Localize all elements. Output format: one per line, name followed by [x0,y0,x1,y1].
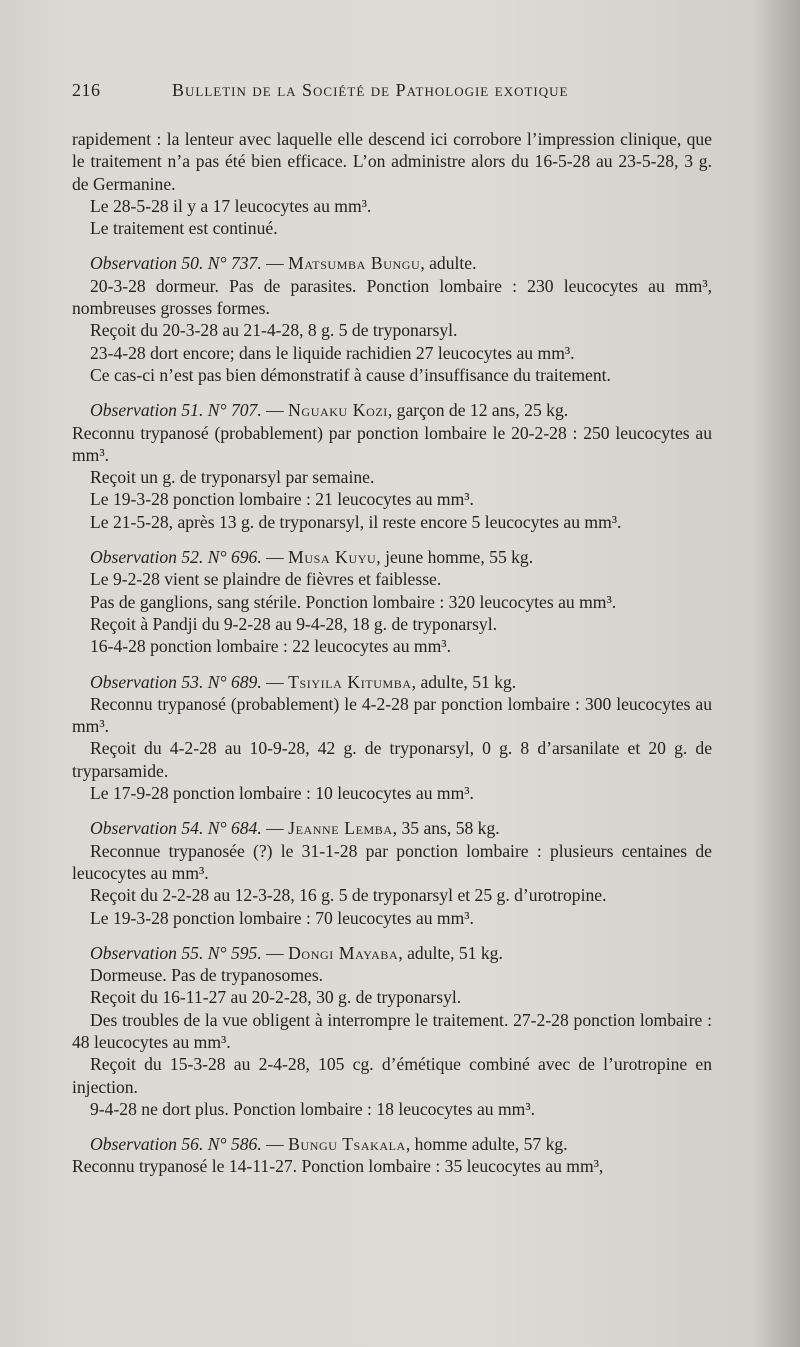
observation-line: 23-4-28 dort encore; dans le liquide rachidien 27 leucocytes au mm³. [90,342,575,363]
observation-line: Le 19-3-28 ponction lombaire : 21 leucocytes au mm³. [90,489,474,510]
observation-line: Le 17-9-28 ponction lombaire : 10 leucocytes au mm³. [90,783,474,804]
observation-54 [72,817,712,928]
observation-title: Observation 55. N° 595. [90,942,262,963]
patient-info: , homme adulte, 57 kg. [405,1134,568,1155]
patient-name: Tsiyila Kitumba [288,671,412,692]
paragraph: Le traitement est continué. [90,218,278,239]
observation-line: Reçoit du 2-2-28 au 12-3-28, 16 g. 5 de tryponarsyl et 25 g. d’urotropine. [90,885,607,906]
observation-line: Reconnu trypanosé (probablement) le 4-2-28 par ponction lombaire : 300 leucocytes au mm³. [72,693,712,737]
observation-title: Observation 53. N° 689. [90,671,262,692]
observation-heading: Observation 56. N° 586. — Bungu Tsakala, homme adulte, 57 kg. [90,1134,568,1155]
running-header [72,80,712,110]
observation-heading: Observation 54. N° 684. — Jeanne Lemba, 35 ans, 58 kg. [90,818,500,839]
page-number: 216 [72,80,101,100]
patient-name: Matsumba Bungu [288,253,421,274]
observation-heading: Observation 51. N° 707. — Nguaku Kozi, garçon de 12 ans, 25 kg. [90,400,569,421]
patient-info: , jeune homme, 55 kg. [376,547,534,568]
observation-line: Reconnu trypanosé le 14-11-27. Ponction lombaire : 35 leucocytes au mm³, [72,1156,604,1177]
observation-51 [72,399,712,533]
observation-title: Observation 52. N° 696. [90,547,262,568]
observation-heading: Observation 52. N° 696. — Musa Kuyu, jeune homme, 55 kg. [90,547,534,568]
patient-name: Nguaku Kozi [288,400,388,421]
journal-title: Bulletin de la Société de Pathologie exotique [172,80,569,100]
observation-line: 16-4-28 ponction lombaire : 22 leucocytes au mm³. [90,636,451,657]
paragraph: rapidement : la lenteur avec laquelle elle descend ici corrobore l’impression clinique, que le traitement n’a pas été bien efficace. L’on administre alors du 16-5-28 au 23-5-28, 3 g. de Germanine. [72,129,712,194]
patient-name: Jeanne Lemba [288,818,393,839]
patient-name: Musa Kuyu [288,547,377,568]
observation-line: Reçoit du 15-3-28 au 2-4-28, 105 cg. d’émétique combiné avec de l’urotropine en injection. [72,1054,712,1097]
patient-name: Dongi Mayaba [288,942,399,963]
observation-line: Dormeuse. Pas de trypanosomes. [90,965,324,986]
paragraph: Le 28-5-28 il y a 17 leucocytes au mm³. [90,195,372,216]
observation-50 [72,252,712,386]
observation-line: Reçoit un g. de tryponarsyl par semaine. [90,467,375,488]
patient-name: Bungu Tsakala [288,1134,406,1155]
observation-line: Des troubles de la vue obligent à interrompre le traitement. 27-2-28 ponction lombaire : 48 leucocytes au mm³. [72,1009,712,1052]
observation-56 [72,1133,712,1178]
observation-line: 9-4-28 ne dort plus. Ponction lombaire : 18 leucocytes au mm³. [90,1098,536,1119]
observation-53 [72,671,712,805]
observation-line: 20-3-28 dormeur. Pas de parasites. Ponction lombaire : 230 leucocytes au mm³, nombreuses grosses formes. [72,275,712,319]
observation-heading: Observation 53. N° 689. — Tsiyila Kitumba, adulte, 51 kg. [90,671,517,692]
observation-title: Observation 56. N° 586. [90,1134,262,1155]
observation-line: Le 9-2-28 vient se plaindre de fièvres et faiblesse. [90,569,442,590]
observation-line: Reçoit à Pandji du 9-2-28 au 9-4-28, 18 g. de tryponarsyl. [90,613,498,634]
observation-line: Reconnu trypanosé (probablement) par ponction lombaire le 20-2-28 : 250 leucocytes au mm³. [72,422,712,465]
observation-heading: Observation 50. N° 737. — Matsumba Bungu, adulte. [90,253,477,274]
observation-heading: Observation 55. N° 595. — Dongi Mayaba, adulte, 51 kg. [90,942,503,963]
observation-title: Observation 54. N° 684. [90,818,262,839]
observation-line: Pas de ganglions, sang stérile. Ponction lombaire : 320 leucocytes au mm³. [90,591,617,612]
patient-info: , garçon de 12 ans, 25 kg. [387,400,569,421]
observation-line: Reçoit du 20-3-28 au 21-4-28, 8 g. 5 de tryponarsyl. [90,320,458,341]
patient-info: , adulte. [420,253,477,274]
patient-info: , adulte, 51 kg. [398,942,503,963]
observation-55 [72,942,712,1120]
body-text [72,128,712,1178]
observation-52 [72,546,712,657]
patient-info: , 35 ans, 58 kg. [392,818,500,839]
observation-line: Le 19-3-28 ponction lombaire : 70 leucocytes au mm³. [90,907,474,928]
observation-title: Observation 50. N° 737. [90,253,262,274]
observation-line: Reconnue trypanosée (?) le 31-1-28 par ponction lombaire : plusieurs centaines de leucocytes au mm³. [72,840,712,883]
observation-line: Reçoit du 4-2-28 au 10-9-28, 42 g. de tryponarsyl, 0 g. 8 d’arsanilate et 20 g. de tryparsamide. [72,738,712,781]
patient-info: , adulte, 51 kg. [411,671,517,692]
observation-line: Ce cas-ci n’est pas bien démonstratif à cause d’insuffisance du traitement. [90,364,611,385]
observation-title: Observation 51. N° 707. [90,400,262,421]
observation-line: Le 21-5-28, après 13 g. de tryponarsyl, il reste encore 5 leucocytes au mm³. [90,511,622,532]
observation-line: Reçoit du 16-11-27 au 20-2-28, 30 g. de tryponarsyl. [90,987,462,1008]
